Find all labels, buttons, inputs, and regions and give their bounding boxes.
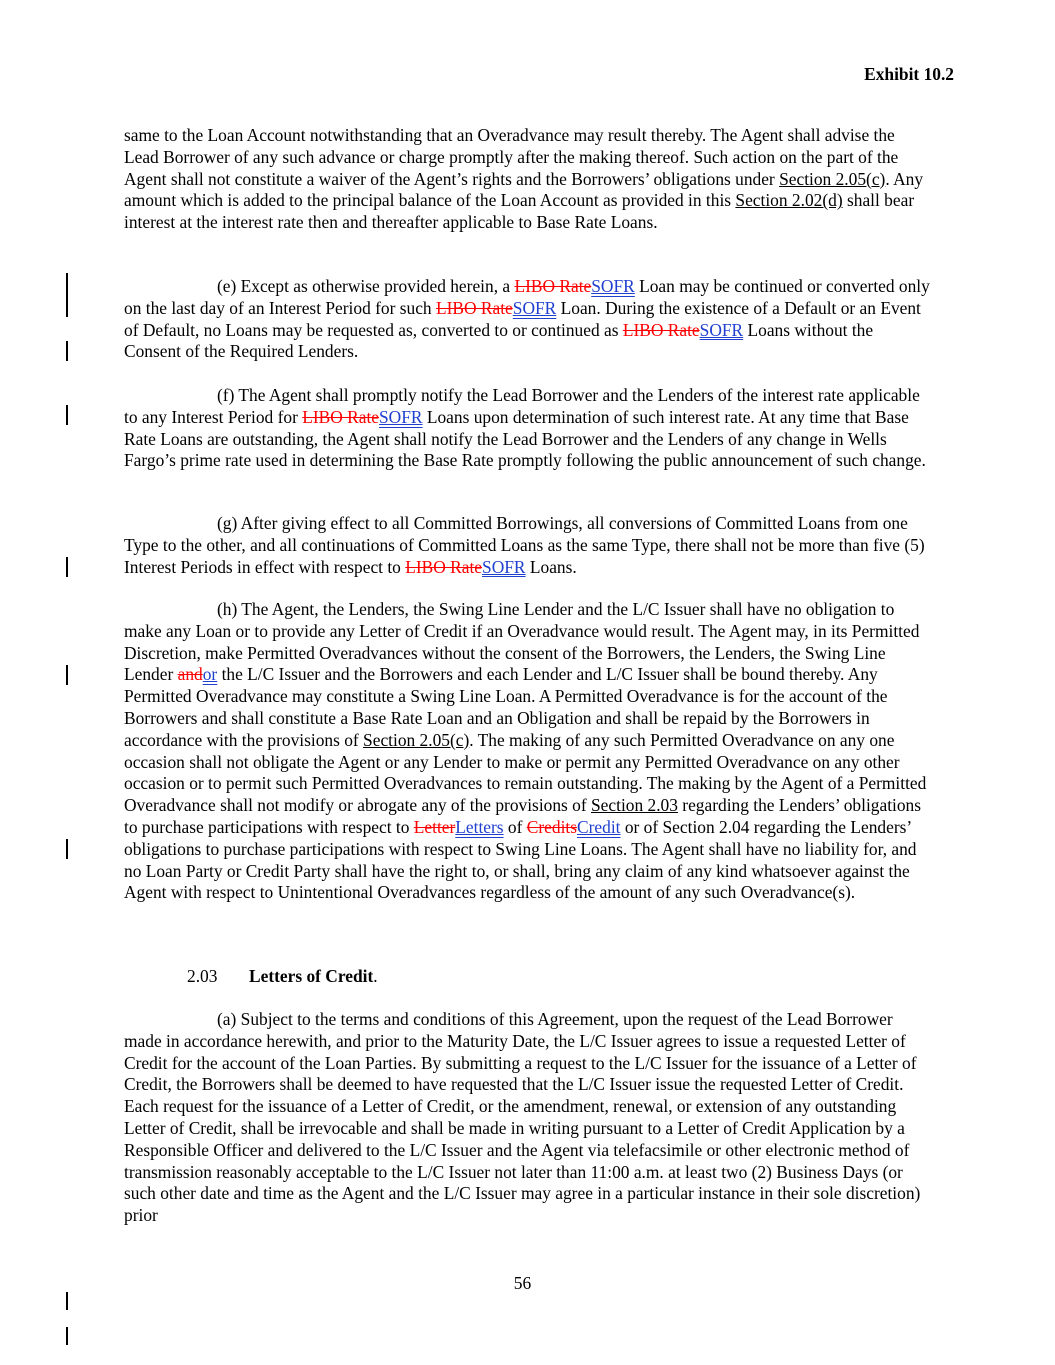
text: of xyxy=(503,816,527,837)
paragraph-h xyxy=(124,599,930,904)
deleted-text: LIBO Rate xyxy=(435,297,513,318)
text: Loan. During the existence of a Default or an Event of Default, no Loans may be requested as, converted to or continued as xyxy=(124,297,921,340)
text: (e) Except as otherwise provided herein, a xyxy=(217,276,515,296)
section-heading xyxy=(187,966,378,987)
inserted-text: Credit xyxy=(577,816,621,837)
inserted-text: SOFR xyxy=(379,406,423,427)
inserted-text: SOFR xyxy=(482,556,526,577)
paragraph-e xyxy=(124,276,930,363)
section-title-period: . xyxy=(373,966,378,986)
deleted-text: Credits xyxy=(526,816,578,837)
deleted-text: LIBO Rate xyxy=(302,406,379,427)
text: (f) The Agent shall promptly notify the Lead Borrower and the Lenders of the interest rate applicable to any Interest Period for xyxy=(124,385,920,427)
text: regarding the Lenders’ obligations to purchase participations with respect to xyxy=(124,795,922,837)
inserted-text: SOFR xyxy=(512,297,557,318)
change-bar xyxy=(66,1292,68,1310)
deleted-text: and xyxy=(177,664,203,685)
inserted-text: SOFR xyxy=(699,319,744,340)
paragraph-f xyxy=(124,385,930,472)
text: shall bear interest at the interest rate then and thereafter applicable to Base Rate Loans. xyxy=(124,190,915,233)
text: . The making of any such Permitted Overadvance on any one occasion shall not obligate the Agent or any Lender to make or permit any Permitted Overadvance on any other occasion or to permit such Permitted Overadvances to remain outstanding. The making by the Agent of a Permitted Overadvance shall not modify or abrogate any of the provisions of xyxy=(124,729,927,816)
section-title: Letters of Credit xyxy=(249,966,374,986)
deleted-text: LIBO Rate xyxy=(622,319,700,340)
text: Loans without the Consent of the Required Lenders. xyxy=(124,319,874,362)
text: (a) Subject to the terms and conditions of this Agreement, upon the request of the Lead Borrower made in accordance herewith, and prior to the Maturity Date, the L/C Issuer agrees to issue a requested Letter of Credit for the account of the Loan Parties. By submitting a request to the L/C Issuer for the issuance of a Letter of Credit, the Borrowers shall be deemed to have requested that the L/C Issuer issue the requested Letter of Credit. Each request for the issuance of a Letter of Credit, or the amendment, renewal, or extension of any outstanding Letter of Credit, shall be irrevocable and shall be made in writing pursuant to a Letter of Credit Application by a Responsible Officer and delivered to the L/C Issuer and the Agent via telefacsimile or other electronic method of transmission reasonably acceptable to the L/C Issuer not later than 11:00 a.m. at least two (2) Business Days (or such other date and time as the Agent and the L/C Issuer may agree in a particular instance in their sole discretion) prior xyxy=(124,1009,921,1226)
text: (g) After giving effect to all Committed Borrowings, all conversions of Committed Loans from one Type to the other, and all continuations of Committed Loans as the same Type, there shall not be more than five (5) Interest Periods in effect with respect to xyxy=(124,513,925,577)
text: same to the Loan Account notwithstanding that an Overadvance may result thereby. The Agent shall advise the Lead Borrower of any such advance or charge promptly after the making thereof. Such action on the part of the Agent shall not constitute a waiver of the Agent’s rights and the Borrowers’ obligations under xyxy=(124,125,899,189)
text: Loans. xyxy=(525,556,577,577)
inserted-text: or xyxy=(202,664,218,685)
text: (h) The Agent, the Lenders, the Swing Line Lender and the L/C Issuer shall have no obligation to make any Loan or to provide any Letter of Credit if an Overadvance would result. The Agent may, in its Permitted Discretion, make Permitted Overadvances without the consent of the Borrowers, the Lenders, the Swing Line Lender xyxy=(124,599,920,685)
paragraph-intro xyxy=(124,125,930,234)
paragraph-a xyxy=(124,1009,930,1227)
text: or of Section 2.04 regarding the Lenders’ obligations to purchase participations with respect to Swing Line Loans. The Agent shall have no liability for, and no Loan Party or Credit Party shall have the right to, or shall, bring any claim of any kind whatsoever against the Agent with respect to Unintentional Overadvances regardless of the amount of any such Overadvance(s). xyxy=(124,816,917,903)
text: the L/C Issuer and the Borrowers and each Lender and L/C Issuer shall be bound thereby. Any Permitted Overadvance may constitute a Swing Line Loan. A Permitted Overadvance is for the account of the Borrowers and shall constitute a Base Rate Loan and an Obligation and shall be repaid by the Borrowers in accordance with the provisions of xyxy=(124,664,888,750)
section-reference: Section 2.03 xyxy=(591,795,678,816)
change-bar xyxy=(66,341,68,361)
deleted-text: Letter xyxy=(413,816,456,837)
change-bar xyxy=(66,665,68,685)
page-number xyxy=(0,1273,1055,1294)
section-reference: Section 2.02(d) xyxy=(735,190,843,211)
section-reference: Section 2.05(c) xyxy=(363,729,470,750)
change-bar xyxy=(66,1327,68,1345)
text: Loans upon determination of such interest rate. At any time that Base Rate Loans are outstanding, the Agent shall notify the Lead Borrower and the Lenders of any change in Wells Fargo’s prime rate used in determining the Base Rate promptly following the public announcement of such change. xyxy=(124,406,926,471)
inserted-text: Letters xyxy=(455,816,504,837)
change-bar xyxy=(66,839,68,859)
page-number-text: 56 xyxy=(513,1273,532,1293)
text: . Any amount which is added to the principal balance of the Loan Account as provided in this xyxy=(124,168,924,211)
inserted-text: SOFR xyxy=(591,276,635,296)
deleted-text: LIBO Rate xyxy=(405,556,483,577)
change-bar xyxy=(66,405,68,425)
section-number: 2.03 xyxy=(187,966,218,986)
paragraph-g xyxy=(124,513,930,578)
exhibit-label: Exhibit 10.2 xyxy=(864,64,954,84)
change-bar xyxy=(66,273,68,317)
section-reference: Section 2.05(c) xyxy=(779,168,886,189)
text: Loan may be continued or converted only on the last day of an Interest Period for such xyxy=(124,276,930,318)
deleted-text: LIBO Rate xyxy=(514,276,592,296)
change-bar xyxy=(66,557,68,577)
